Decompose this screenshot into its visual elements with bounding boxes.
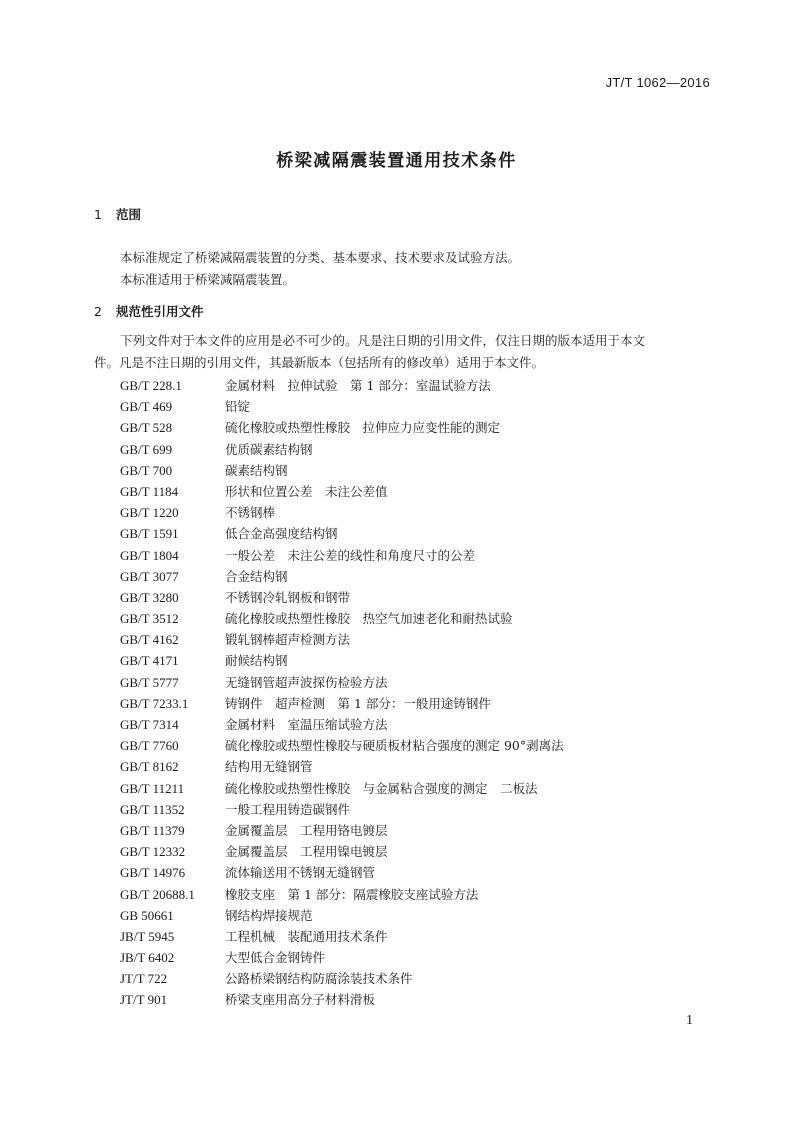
reference-code: JB/T 5945 [120, 928, 175, 944]
reference-code: GB/T 528 [120, 420, 173, 436]
reference-code: GB/T 7233.1 [120, 695, 189, 711]
reference-item [120, 778, 564, 799]
reference-title: 合金结构钢 [225, 568, 288, 584]
reference-title: 硫化橡胶或热塑性橡胶与硬质板材粘合强度的测定 90°剥离法 [225, 738, 564, 754]
reference-item [120, 587, 564, 608]
reference-item [120, 439, 564, 460]
section-number: 1 [94, 207, 102, 222]
reference-item [120, 714, 564, 735]
page-number: 1 [686, 1013, 693, 1028]
reference-item [120, 926, 564, 947]
reference-code: JT/T 901 [120, 992, 168, 1008]
reference-code: GB/T 699 [120, 441, 173, 457]
reference-item [120, 566, 564, 587]
reference-item [120, 841, 564, 862]
standard-number: JT/T 1062—2016 [605, 75, 710, 90]
reference-item [120, 375, 564, 396]
reference-title: 形状和位置公差 未注公差值 [225, 483, 388, 499]
reference-title: 硫化橡胶或热塑性橡胶 热空气加速老化和耐热试验 [225, 611, 513, 627]
reference-code: GB/T 7314 [120, 717, 179, 732]
reference-title: 无缝钢管超声波探伤检验方法 [225, 674, 388, 690]
section-title: 规范性引用文件 [116, 304, 204, 319]
reference-list [120, 375, 564, 1011]
reference-title: 金属材料 拉伸试验 第 1 部分：室温试验方法 [225, 378, 491, 393]
reference-code: GB/T 8162 [120, 759, 179, 775]
reference-code: GB/T 11352 [120, 801, 185, 817]
reference-title: 金属覆盖层 工程用镍电镀层 [225, 844, 388, 860]
reference-code: JB/T 6402 [120, 950, 175, 966]
reference-title: 金属覆盖层 工程用铬电镀层 [225, 822, 388, 838]
reference-code: GB/T 469 [120, 399, 173, 415]
reference-item [120, 820, 564, 841]
reference-code: JT/T 722 [120, 971, 168, 987]
reference-code: GB/T 228.1 [120, 378, 182, 393]
reference-code: GB/T 3280 [120, 589, 179, 605]
reference-code: GB/T 11211 [120, 780, 185, 796]
reference-code: GB 50661 [120, 907, 174, 923]
reference-code: GB/T 20688.1 [120, 886, 195, 902]
reference-title: 结构用无缝钢管 [225, 759, 313, 775]
reference-title: 一般工程用铸造碳钢件 [225, 801, 351, 817]
reference-title: 锻轧钢棒超声检测方法 [225, 632, 351, 648]
reference-code: GB/T 1804 [120, 547, 179, 563]
reference-code: GB/T 3512 [120, 611, 179, 627]
reference-code: GB/T 7760 [120, 738, 179, 754]
reference-code: GB/T 5777 [120, 674, 179, 690]
reference-item [120, 693, 564, 714]
reference-code: GB/T 1220 [120, 505, 179, 521]
paragraph-line: 件。凡是不注日期的引用文件，其最新版本（包括所有的修改单）适用于本文件。 [94, 354, 545, 370]
reference-title: 低合金高强度结构钢 [225, 526, 338, 542]
reference-item [120, 735, 564, 756]
reference-item [120, 396, 564, 417]
reference-item [120, 608, 564, 629]
reference-code: GB/T 1591 [120, 526, 179, 542]
reference-item [120, 417, 564, 438]
reference-title: 铅锭 [225, 399, 251, 415]
paragraph: 本标准适用于桥梁减隔震装置。 [120, 271, 296, 287]
reference-title: 铸钢件 超声检测 第 1 部分：一般用途铸钢件 [225, 695, 491, 711]
reference-title: 桥梁支座用高分子材料滑板 [225, 992, 376, 1008]
reference-title: 耐候结构钢 [225, 653, 288, 669]
reference-title: 大型低合金钢铸件 [225, 950, 326, 966]
reference-title: 橡胶支座 第 1 部分：隔震橡胶支座试验方法 [225, 886, 479, 902]
section-heading-references [94, 302, 204, 320]
document-title: 桥梁减隔震装置通用技术条件 [276, 151, 517, 171]
reference-code: GB/T 14976 [120, 865, 186, 881]
reference-item [120, 481, 564, 502]
section-heading-scope [94, 205, 141, 223]
reference-code: GB/T 1184 [120, 483, 179, 499]
reference-code: GB/T 11379 [120, 822, 185, 838]
reference-title: 钢结构焊接规范 [225, 907, 313, 923]
reference-item [120, 799, 564, 820]
references-intro [94, 330, 714, 373]
reference-item [120, 862, 564, 883]
reference-title: 一般公差 未注公差的线性和角度尺寸的公差 [225, 547, 476, 563]
reference-title: 不锈钢冷轧钢板和钢带 [225, 589, 351, 605]
reference-item [120, 502, 564, 523]
reference-code: GB/T 4162 [120, 632, 179, 648]
reference-title: 公路桥梁钢结构防腐涂装技术条件 [225, 971, 413, 987]
reference-title: 硫化橡胶或热塑性橡胶 拉伸应力应变性能的测定 [225, 420, 501, 436]
reference-title: 碳素结构钢 [225, 462, 288, 478]
reference-code: GB/T 12332 [120, 844, 186, 860]
reference-item [120, 968, 564, 989]
reference-item [120, 989, 564, 1010]
reference-code: GB/T 4171 [120, 653, 179, 669]
reference-item [120, 672, 564, 693]
reference-title: 优质碳素结构钢 [225, 441, 313, 457]
reference-item [120, 756, 564, 777]
reference-code: GB/T 700 [120, 462, 173, 478]
reference-title: 硫化橡胶或热塑性橡胶 与金属粘合强度的测定 二板法 [225, 780, 538, 796]
scope-paragraphs [94, 247, 714, 290]
reference-title: 工程机械 装配通用技术条件 [225, 928, 388, 944]
reference-item [120, 650, 564, 671]
reference-item [120, 629, 564, 650]
reference-item [120, 545, 564, 566]
reference-title: 不锈钢棒 [225, 505, 276, 521]
section-title: 范围 [116, 207, 142, 222]
paragraph: 本标准规定了桥梁减隔震装置的分类、基本要求、技术要求及试验方法。 [120, 250, 521, 265]
reference-item [120, 947, 564, 968]
reference-code: GB/T 3077 [120, 568, 179, 584]
reference-item [120, 905, 564, 926]
reference-title: 金属材料 室温压缩试验方法 [225, 717, 388, 732]
section-number: 2 [94, 304, 102, 319]
reference-item [120, 523, 564, 544]
reference-title: 流体输送用不锈钢无缝钢管 [225, 865, 376, 881]
paragraph-line: 下列文件对于本文件的应用是必不可少的。凡是注日期的引用文件，仅注日期的版本适用于本文 [120, 333, 646, 348]
reference-item [120, 884, 564, 905]
reference-item [120, 460, 564, 481]
